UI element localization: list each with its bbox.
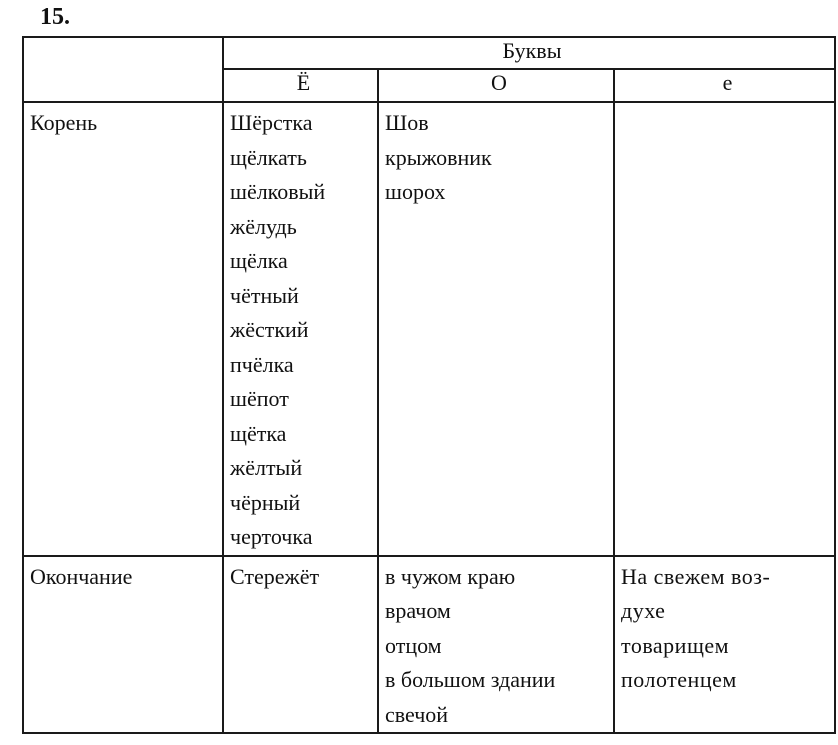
- cell-root-yo: [223, 102, 378, 556]
- word-item: Шёрстка: [230, 110, 313, 135]
- word-item: чёрный: [230, 489, 301, 515]
- group-header-letters: Буквы: [223, 37, 835, 69]
- word-item: жёсткий: [230, 317, 309, 342]
- word-item: жёлтый: [230, 455, 303, 480]
- word-item: в чужом краю: [385, 563, 516, 589]
- word-item: Шов: [385, 110, 429, 135]
- cell-root-o: [378, 102, 614, 556]
- word-item: Стережёт: [230, 563, 320, 589]
- header-row-group: [23, 37, 835, 69]
- word-item: На свежем воз-: [621, 563, 771, 589]
- row-label-root: Корень: [23, 102, 223, 556]
- word-item: отцом: [385, 632, 442, 658]
- cell-ending-o: [378, 556, 614, 734]
- word-item: шорох: [385, 179, 446, 204]
- spelling-table: [22, 36, 836, 734]
- cell-ending-e: [614, 556, 835, 734]
- word-item: жёлудь: [230, 213, 297, 239]
- word-item: шёпот: [230, 386, 289, 411]
- table-row-ending: [23, 556, 835, 734]
- column-header-o: О: [378, 69, 614, 102]
- word-item: пчёлка: [230, 351, 294, 377]
- word-item: товарищем: [621, 632, 730, 658]
- cell-ending-yo: [223, 556, 378, 734]
- word-item: черточка: [230, 524, 313, 549]
- exercise-number: 15.: [40, 4, 70, 30]
- word-item: крыжовник: [385, 144, 492, 170]
- word-item: в большом здании: [385, 667, 556, 692]
- column-header-yo: Ё: [223, 69, 378, 102]
- row-label-ending: Окончание: [23, 556, 223, 734]
- cell-root-e: [614, 102, 835, 556]
- word-item: щётка: [230, 420, 287, 446]
- table-row-root: [23, 102, 835, 556]
- column-header-e: е: [614, 69, 835, 102]
- empty-corner-cell: [23, 37, 223, 102]
- word-item: врачом: [385, 598, 451, 623]
- word-item: свечой: [385, 701, 449, 727]
- word-item: духе: [621, 598, 666, 623]
- word-item: щёлкать: [230, 144, 307, 170]
- word-item: шёлковый: [230, 179, 326, 204]
- word-item: полотенцем: [621, 667, 737, 692]
- word-item: щёлка: [230, 248, 288, 273]
- word-item: чётный: [230, 282, 299, 308]
